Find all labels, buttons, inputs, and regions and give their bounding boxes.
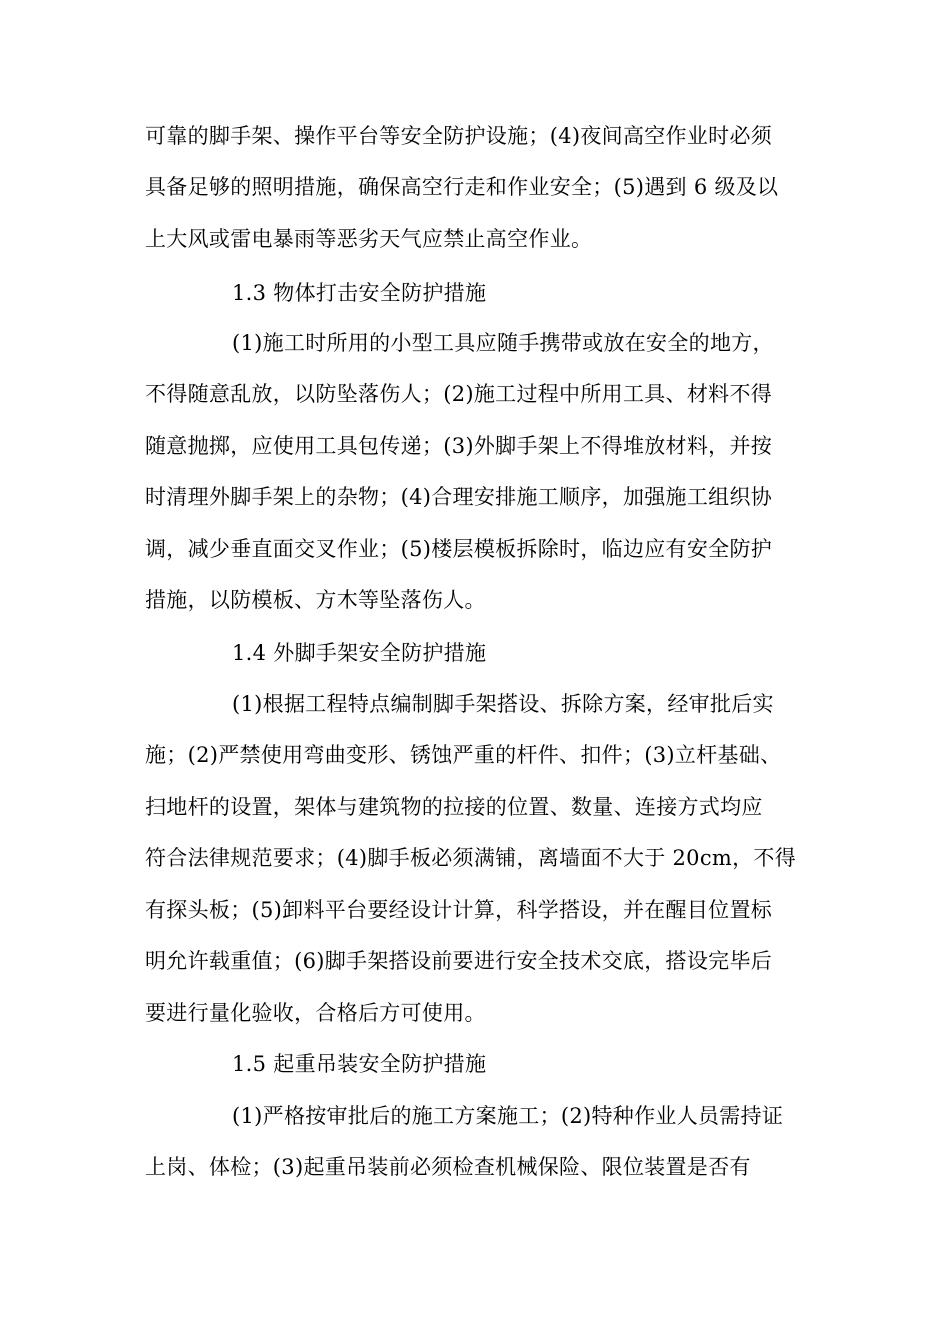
paragraph-line: 明允许载重值；(6)脚手架搭设前要进行安全技术交底，搭设完毕后 (145, 949, 773, 973)
paragraph-line: 可靠的脚手架、操作平台等安全防护设施；(4)夜间高空作业时必须 (145, 124, 773, 148)
paragraph-line: 要进行量化验收，合格后方可使用。 (145, 1001, 486, 1025)
paragraph-line: 随意抛掷，应使用工具包传递；(3)外脚手架上不得堆放材料，并按 (145, 434, 773, 458)
paragraph-line: 有探头板；(5)卸料平台要经设计计算，科学搭设，并在醒目位置标 (145, 898, 773, 922)
section-heading: 1.5 起重吊装安全防护措施 (232, 1052, 487, 1076)
paragraph-line: 具备足够的照明措施，确保高空行走和作业安全；(5)遇到 6 级及以 (145, 175, 779, 199)
paragraph-line: 扫地杆的设置，架体与建筑物的拉接的位置、数量、连接方式均应 (145, 795, 763, 819)
paragraph-line: 不得随意乱放，以防坠落伤人；(2)施工过程中所用工具、材料不得 (145, 382, 773, 406)
paragraph-line: 上岗、体检；(3)起重吊装前必须检查机械保险、限位装置是否有 (145, 1155, 751, 1179)
paragraph-line: (1)施工时所用的小型工具应随手携带或放在安全的地方， (232, 331, 774, 355)
paragraph-line: 调，减少垂直面交叉作业；(5)楼层模板拆除时，临边应有安全防护 (145, 537, 773, 561)
paragraph-line: 上大风或雷电暴雨等恶劣天气应禁止高空作业。 (145, 227, 593, 251)
paragraph-line: (1)根据工程特点编制脚手架搭设、拆除方案，经审批后实 (232, 692, 774, 716)
section-heading: 1.4 外脚手架安全防护措施 (232, 641, 487, 665)
paragraph-line: 符合法律规范要求；(4)脚手板必须满铺，离墙面不大于 20cm，不得 (145, 846, 797, 870)
paragraph-line: 施；(2)严禁使用弯曲变形、锈蚀严重的杆件、扣件；(3)立杆基础、 (145, 743, 782, 767)
paragraph-line: 时清理外脚手架上的杂物；(4)合理安排施工顺序，加强施工组织协 (145, 485, 773, 509)
paragraph-line: 措施，以防模板、方木等坠落伤人。 (145, 588, 486, 612)
section-heading: 1.3 物体打击安全防护措施 (232, 281, 487, 305)
paragraph-line: (1)严格按审批后的施工方案施工；(2)特种作业人员需持证 (232, 1104, 784, 1128)
